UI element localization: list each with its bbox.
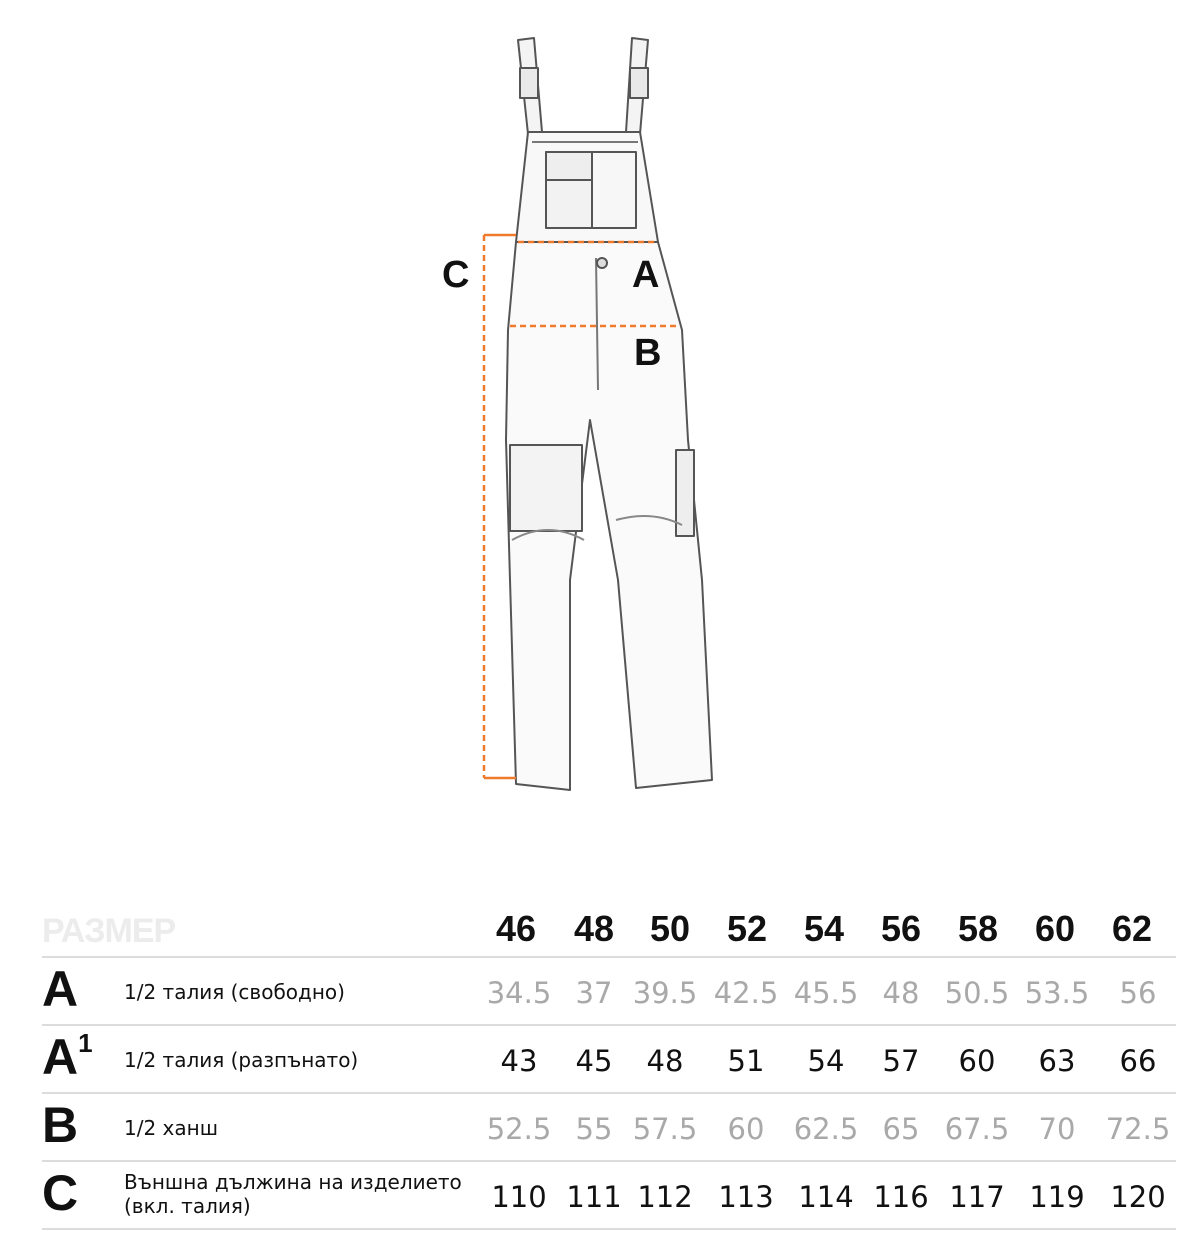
- table-cell: 50.5: [944, 976, 1010, 1010]
- overalls-sketch-icon: [420, 20, 750, 810]
- table-cell: 43: [500, 1044, 538, 1078]
- size-title: РАЗМЕР: [42, 912, 176, 950]
- size-header-row: [42, 900, 1176, 958]
- size-50: 50: [649, 908, 691, 949]
- table-cell: 60: [958, 1044, 996, 1078]
- table-cell: 48: [646, 1044, 684, 1078]
- size-52: 52: [726, 908, 768, 949]
- row-description: Външна дължина на изделието (вкл. талия): [124, 1170, 462, 1218]
- table-cell: 65: [882, 1112, 920, 1146]
- table-cell: 37: [575, 976, 613, 1010]
- table-cell: 66: [1119, 1044, 1157, 1078]
- table-cell: 34.5: [486, 976, 552, 1010]
- table-row: [42, 958, 1176, 1026]
- table-cell: 45: [575, 1044, 613, 1078]
- table-cell: 112: [637, 1180, 693, 1214]
- size-46: 46: [495, 908, 537, 949]
- table-cell: 52.5: [486, 1112, 552, 1146]
- table-cell: 54: [807, 1044, 845, 1078]
- table-cell: 39.5: [632, 976, 698, 1010]
- row-description: 1/2 талия (свободно): [124, 980, 345, 1004]
- size-58: 58: [957, 908, 999, 949]
- table-cell: 119: [1029, 1180, 1085, 1214]
- table-cell: 116: [873, 1180, 929, 1214]
- table-cell: 45.5: [793, 976, 859, 1010]
- table-cell: 57.5: [632, 1112, 698, 1146]
- table-cell: 111: [566, 1180, 622, 1214]
- table-cell: 51: [727, 1044, 765, 1078]
- table-cell: 117: [949, 1180, 1005, 1214]
- size-48: 48: [573, 908, 615, 949]
- row-code: B: [42, 1097, 79, 1153]
- table-cell: 72.5: [1105, 1112, 1171, 1146]
- table-cell: 114: [798, 1180, 854, 1214]
- size-56: 56: [880, 908, 922, 949]
- table-cell: 55: [575, 1112, 613, 1146]
- row-description: 1/2 талия (разпънато): [124, 1048, 359, 1072]
- size-54: 54: [803, 908, 845, 949]
- table-row: [42, 1162, 1176, 1230]
- measure-label-c: C: [442, 254, 470, 296]
- table-cell: 67.5: [944, 1112, 1010, 1146]
- row-code: A: [42, 961, 79, 1017]
- table-cell: 113: [718, 1180, 774, 1214]
- table-row: [42, 1026, 1176, 1094]
- table-cell: 48: [882, 976, 920, 1010]
- row-code: C: [42, 1165, 79, 1221]
- table-cell: 62.5: [793, 1112, 859, 1146]
- size-table: [42, 900, 1176, 1230]
- size-60: 60: [1034, 908, 1076, 949]
- table-cell: 57: [882, 1044, 920, 1078]
- table-cell: 110: [491, 1180, 547, 1214]
- table-cell: 56: [1119, 976, 1157, 1010]
- row-description: 1/2 ханш: [124, 1116, 219, 1140]
- table-cell: 60: [727, 1112, 765, 1146]
- table-cell: 63: [1038, 1044, 1076, 1078]
- table-row: [42, 1094, 1176, 1162]
- size-62: 62: [1111, 908, 1153, 949]
- table-cell: 70: [1038, 1112, 1076, 1146]
- table-cell: 120: [1110, 1180, 1166, 1214]
- overalls-figure: [420, 20, 750, 810]
- row-code: $A^1$: [42, 1028, 93, 1085]
- table-cell: 53.5: [1024, 976, 1090, 1010]
- measure-label-b: B: [634, 332, 662, 374]
- table-cell: 42.5: [713, 976, 779, 1010]
- measure-label-a: A: [632, 254, 660, 296]
